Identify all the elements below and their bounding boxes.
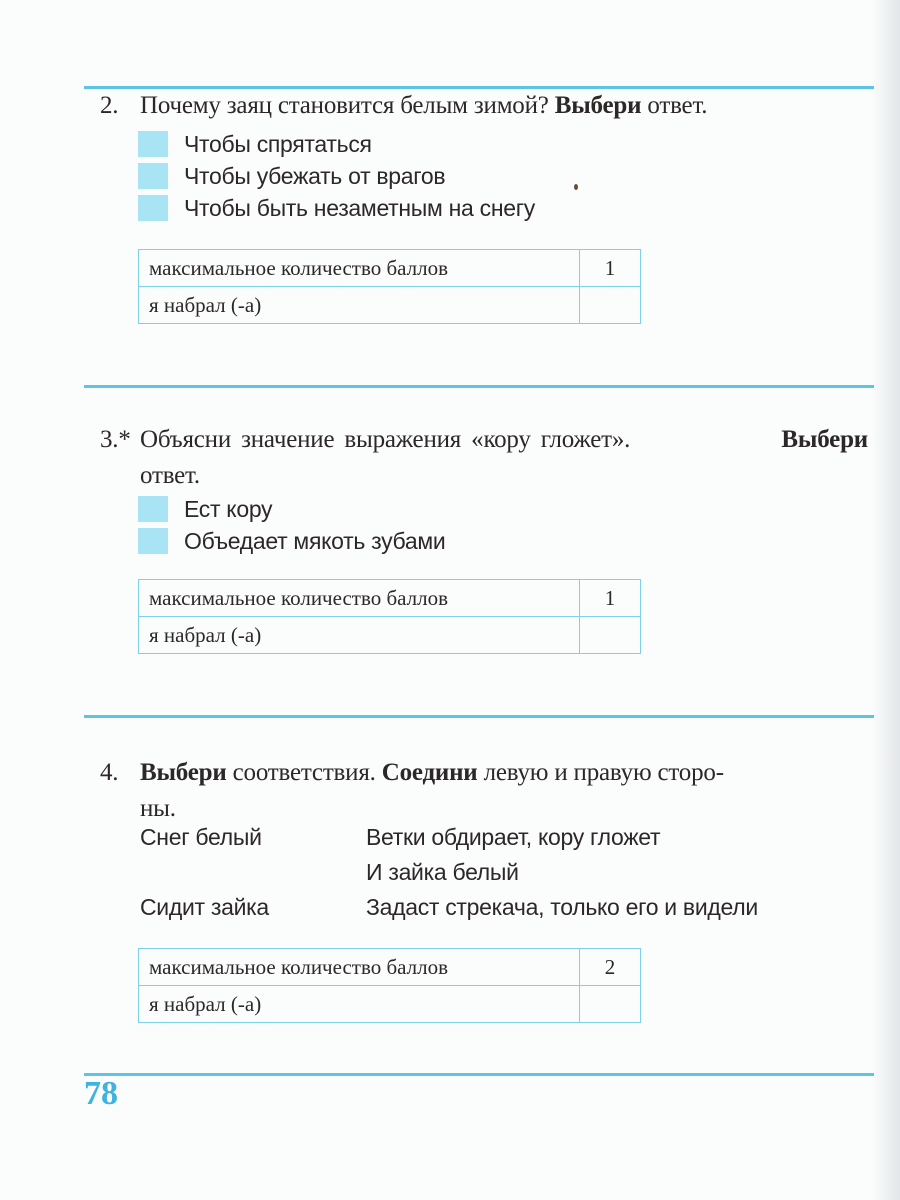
left-item[interactable]: Сидит зайка bbox=[140, 894, 269, 920]
task-4-score-table bbox=[138, 948, 641, 1023]
task-3-options bbox=[138, 493, 445, 557]
earned-score-label: я набрал (-а) bbox=[139, 287, 580, 324]
task-3-score-table bbox=[138, 579, 641, 654]
task-2-options bbox=[138, 128, 535, 224]
task-2-question bbox=[100, 88, 707, 124]
option-label: Чтобы быть незаметным на снегу bbox=[184, 194, 536, 221]
instruction-text: ответ. bbox=[647, 92, 708, 119]
checkbox-square-icon[interactable] bbox=[138, 496, 168, 522]
right-item[interactable]: И зайка белый bbox=[366, 859, 519, 885]
match-row bbox=[140, 820, 758, 855]
earned-score-label: я набрал (-а) bbox=[139, 617, 580, 654]
page-edge-shadow bbox=[872, 0, 900, 1200]
task-number: 4. bbox=[100, 759, 119, 786]
task-number: 2. bbox=[100, 92, 119, 119]
instruction-bold: Выбери bbox=[140, 759, 227, 786]
instruction-text: левую и правую сторо- bbox=[483, 759, 724, 786]
table-row bbox=[139, 250, 641, 287]
table-row bbox=[139, 287, 641, 324]
answer-option[interactable] bbox=[138, 525, 445, 557]
earned-score-input[interactable] bbox=[580, 617, 641, 654]
right-item[interactable]: Задаст стрекача, только его и видели bbox=[366, 894, 758, 920]
footer-divider bbox=[84, 1073, 874, 1076]
option-label: Чтобы спрятаться bbox=[184, 130, 372, 157]
option-label: Ест кору bbox=[184, 495, 273, 522]
instruction-bold: Соедини bbox=[381, 759, 478, 786]
match-row bbox=[140, 890, 758, 925]
task-number: 3.* bbox=[100, 426, 131, 453]
instruction-text: соответствия. bbox=[232, 759, 376, 786]
checkbox-square-icon[interactable] bbox=[138, 195, 168, 221]
answer-option[interactable] bbox=[138, 128, 535, 160]
left-item[interactable]: Снег белый bbox=[140, 824, 262, 850]
answer-option[interactable] bbox=[138, 493, 445, 525]
question-text: Почему заяц становится белым зимой? bbox=[140, 92, 549, 119]
max-score-label: максимальное количество баллов bbox=[139, 949, 580, 986]
max-score-value: 1 bbox=[580, 250, 641, 287]
task-3-question bbox=[100, 422, 870, 494]
table-row bbox=[139, 986, 641, 1023]
checkbox-square-icon[interactable] bbox=[138, 528, 168, 554]
instruction-bold: Выбери bbox=[554, 92, 642, 119]
max-score-value: 1 bbox=[580, 580, 641, 617]
checkbox-square-icon[interactable] bbox=[138, 131, 168, 157]
match-row bbox=[140, 855, 758, 890]
task-4-question bbox=[100, 755, 724, 827]
instruction-text: ответ. bbox=[140, 462, 200, 489]
checkbox-square-icon[interactable] bbox=[138, 163, 168, 189]
table-row bbox=[139, 949, 641, 986]
print-speck bbox=[574, 184, 578, 190]
instruction-bold: Выбери bbox=[781, 426, 868, 453]
answer-option[interactable] bbox=[138, 192, 535, 224]
option-label: Чтобы убежать от врагов bbox=[184, 162, 446, 189]
task-2-score-table bbox=[138, 249, 641, 324]
instruction-text: ны. bbox=[140, 795, 176, 822]
max-score-value: 2 bbox=[580, 949, 641, 986]
max-score-label: максимальное количество баллов bbox=[139, 250, 580, 287]
right-item[interactable]: Ветки обдирает, кору гложет bbox=[366, 824, 661, 850]
section-divider bbox=[84, 715, 874, 718]
section-divider bbox=[84, 385, 874, 388]
earned-score-input[interactable] bbox=[580, 986, 641, 1023]
table-row bbox=[139, 580, 641, 617]
matching-pairs bbox=[140, 820, 758, 925]
page-number: 78 bbox=[84, 1075, 118, 1112]
question-text: Объясни значение выражения «кору гложет». bbox=[140, 426, 631, 453]
answer-option[interactable] bbox=[138, 160, 535, 192]
earned-score-label: я набрал (-а) bbox=[139, 986, 580, 1023]
max-score-label: максимальное количество баллов bbox=[139, 580, 580, 617]
option-label: Объедает мякоть зубами bbox=[184, 527, 446, 554]
earned-score-input[interactable] bbox=[580, 287, 641, 324]
table-row bbox=[139, 617, 641, 654]
